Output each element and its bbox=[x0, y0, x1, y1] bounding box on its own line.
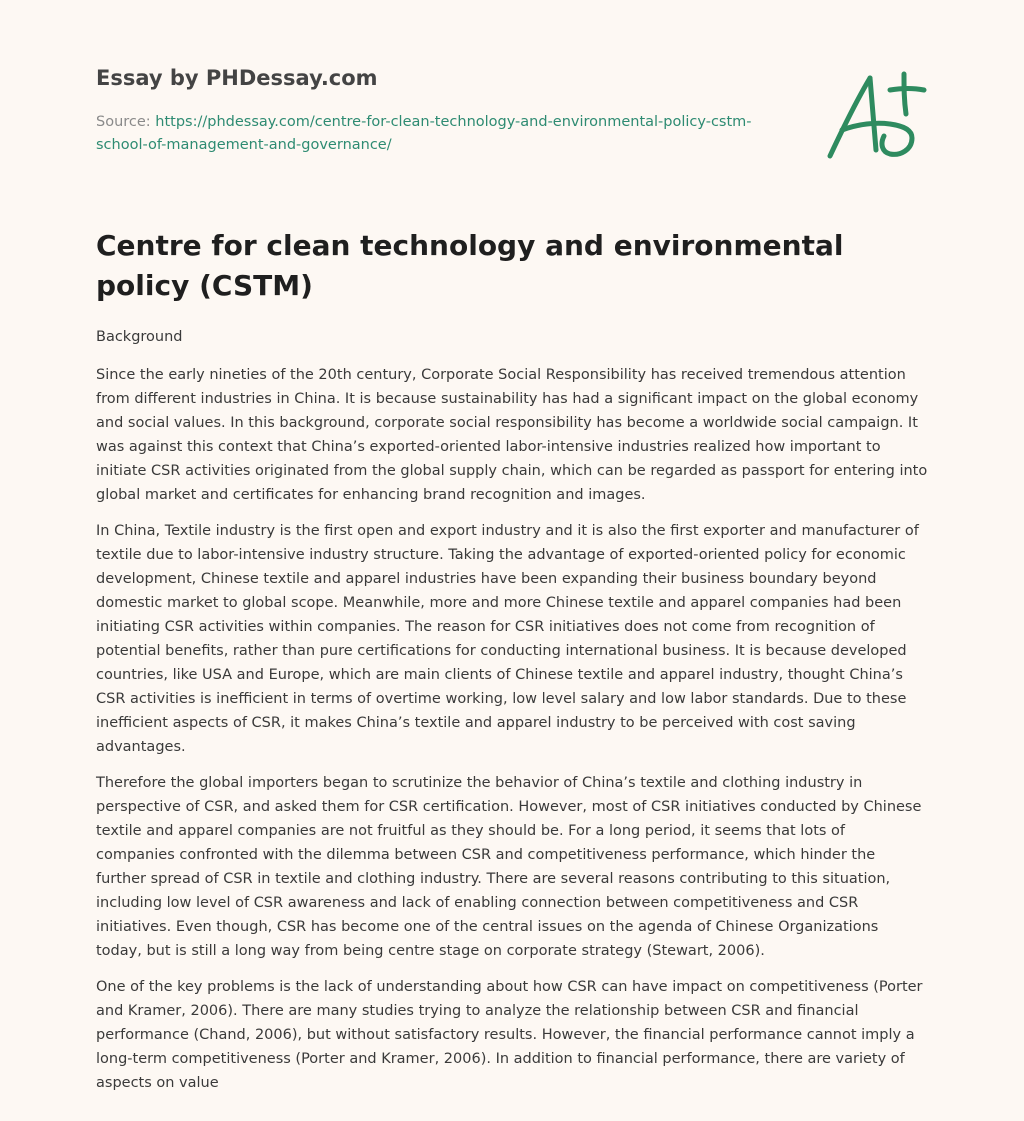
paragraph-4: One of the key problems is the lack of understanding about how CSR can have impact on competitiveness (Porter and Kramer, 2006). There are many studies trying to analyze the relationship between CSR and financial performance (Chand, 2006), but without satisfactory results. However, the financial performance cannot imply a long-term competitiveness (Porter and Kramer, 2006). In addition to financial performance, there are variety of aspects on value bbox=[96, 979, 923, 1091]
paragraph-3: Therefore the global importers began to scrutinize the behavior of China’s textile and clothing industry in perspective of CSR, and asked them for CSR certification. However, most of CSR initiatives conducted by Chinese textile and apparel companies are not fruitful as they should be. For a long period, it seems that lots of companies confronted with the dilemma between CSR and competitiveness performance, which hinder the further spread of CSR in textile and clothing industry. There are several reasons contributing to this situation, including low level of CSR awareness and lack of enabling connection between competitiveness and CSR initiatives. Even though, CSR has become one of the central issues on the agenda of Chinese Organizations today, but is still a long way from being centre stage on corporate strategy (Stewart, 2006). bbox=[96, 775, 922, 959]
essay-title: Centre for clean technology and environmental policy (CSTM) bbox=[96, 229, 844, 302]
source-line bbox=[96, 111, 756, 157]
essay-body bbox=[96, 325, 928, 1107]
site-title: Essay by PHDessay.com bbox=[96, 66, 378, 90]
paragraph-1: Since the early nineties of the 20th century, Corporate Social Responsibility has received tremendous attention from different industries in China. It is because sustainability has had a significant impact on the global economy and social values. In this background, corporate social responsibility has become a worldwide social campaign. It was against this context that China’s exported-oriented labor-intensive industries realized how important to initiate CSR activities originated from the global supply chain, which can be regarded as passport for entering into global market and certificates for enhancing brand recognition and images. bbox=[96, 367, 928, 503]
paragraph-2: In China, Textile industry is the first open and export industry and it is also the first exporter and manufacturer of textile due to labor-intensive industry structure. Taking the advantage of exported-oriented policy for economic development, Chinese textile and apparel industries have been expanding their business boundary beyond domestic market to global scope. Meanwhile, more and more Chinese textile and apparel companies had been initiating CSR activities within companies. The reason for CSR initiatives does not come from recognition of potential benefits, rather than pure certifications for conducting international business. It is because developed countries, like USA and Europe, which are main clients of Chinese textile and apparel industry, thought China’s CSR activities is inefficient in terms of overtime working, low level salary and low labor standards. Due to these inefficient aspects of CSR, it makes China’s textile and apparel industry to be perceived with cost saving advantages. bbox=[96, 523, 919, 755]
source-link[interactable]: https://phdessay.com/centre-for-clean-technology-and-environmental-policy-cstm-school-of-management-and-governance/ bbox=[96, 114, 752, 153]
section-subheading: Background bbox=[96, 329, 183, 345]
a-plus-logo-icon bbox=[824, 68, 928, 164]
source-label: Source: bbox=[96, 114, 151, 130]
